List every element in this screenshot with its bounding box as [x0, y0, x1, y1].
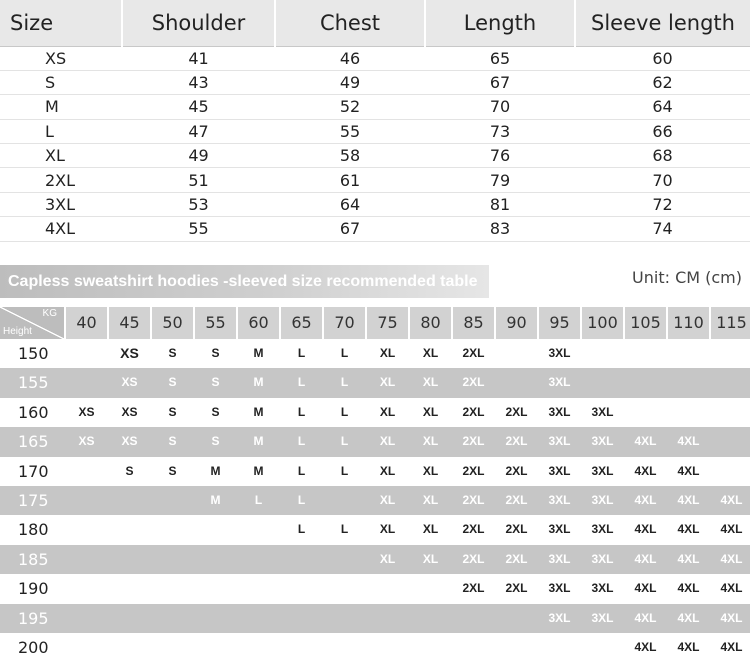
recommended-size-cell: 3XL [548, 551, 571, 566]
height-row [0, 486, 750, 515]
weight-header-cell: 85 [453, 307, 494, 339]
recommended-size-cell: 2XL [505, 551, 528, 566]
recommended-size-cell: XL [422, 404, 439, 419]
height-row [0, 545, 750, 574]
recommended-size-cell: XS [78, 434, 95, 449]
weight-header-cell: 65 [281, 307, 322, 339]
weight-header-cell: 45 [109, 307, 150, 339]
recommended-size-cell: L [297, 375, 306, 390]
recommended-size-cell: 4XL [634, 581, 657, 596]
recommended-size-cell: M [253, 404, 264, 419]
measurement-cell: 47 [122, 119, 275, 143]
size-row [0, 168, 750, 192]
size-chart-table [0, 0, 750, 242]
size-row [0, 119, 750, 143]
recommended-size-cell: 3XL [591, 581, 614, 596]
recommended-size-cell: L [340, 463, 349, 478]
recommended-size-cell: XS [120, 345, 139, 361]
recommended-size-cell: L [340, 346, 349, 360]
recommended-size-cell: 3XL [591, 434, 614, 449]
height-row [0, 339, 750, 368]
recommended-size-cell: XL [379, 375, 396, 390]
recommended-size-cell: S [168, 375, 177, 390]
weight-header-cell: 90 [496, 307, 537, 339]
header-shoulder: Shoulder [122, 0, 275, 46]
recommended-size-cell: 4XL [634, 639, 657, 654]
recommended-size-cell: XL [379, 551, 396, 566]
height-row [0, 574, 750, 603]
height-label-cell: 200 [18, 637, 49, 657]
recommended-size-cell: 3XL [591, 610, 614, 625]
height-row [0, 604, 750, 633]
weight-header-cell: 60 [238, 307, 279, 339]
recommended-size-cell: 2XL [462, 551, 485, 566]
recommended-size-cell: 4XL [677, 522, 700, 537]
measurement-cell: 72 [575, 192, 750, 216]
recommend-table-title: Capless sweatshirt hoodies -sleeved size recommended table [0, 265, 489, 298]
measurement-cell: 70 [425, 95, 575, 119]
recommended-size-cell: 4XL [720, 492, 743, 507]
recommended-size-cell: L [340, 375, 349, 390]
recommended-size-cell: 4XL [677, 610, 700, 625]
recommended-size-cell: 4XL [634, 551, 657, 566]
measurement-cell: 60 [575, 46, 750, 70]
recommended-size-cell: XL [379, 346, 396, 360]
size-label-cell: XS [0, 46, 122, 70]
height-label-cell: 165 [18, 432, 49, 452]
height-label-cell: 160 [18, 402, 49, 422]
recommended-size-cell: 3XL [548, 404, 571, 419]
recommended-size-cell: 3XL [548, 434, 571, 449]
measurement-cell: 49 [275, 70, 425, 94]
measurement-cell: 62 [575, 70, 750, 94]
corner-cell [0, 307, 64, 339]
recommended-size-cell: XL [422, 463, 439, 478]
height-row [0, 398, 750, 427]
recommended-size-cell: 2XL [462, 434, 485, 449]
weight-header-cell: 70 [324, 307, 365, 339]
recommended-size-cell: XL [422, 522, 439, 537]
header-sleeve-length: Sleeve length [575, 0, 750, 46]
recommended-size-cell: L [340, 404, 349, 419]
weight-header-cell: 115 [711, 307, 750, 339]
size-row [0, 95, 750, 119]
recommended-size-cell: 3XL [548, 463, 571, 478]
recommended-size-cell: M [210, 463, 221, 478]
recommended-size-cell: 4XL [634, 463, 657, 478]
recommended-size-cell: 4XL [634, 522, 657, 537]
measurement-cell: 64 [275, 192, 425, 216]
size-row [0, 144, 750, 168]
measurement-cell: 61 [275, 168, 425, 192]
recommended-size-cell: 2XL [505, 434, 528, 449]
measurement-cell: 52 [275, 95, 425, 119]
weight-header-cell: 100 [582, 307, 623, 339]
recommended-size-cell: L [297, 346, 306, 360]
recommended-size-cell: XS [121, 375, 138, 390]
recommended-size-cell: S [211, 434, 220, 449]
height-row [0, 427, 750, 456]
recommended-size-cell: 4XL [634, 434, 657, 449]
recommended-size-cell: XS [121, 404, 138, 419]
recommended-size-cell: 3XL [548, 522, 571, 537]
height-label-cell: 195 [18, 608, 49, 628]
recommended-size-cell: XL [379, 522, 396, 537]
size-label-cell: L [0, 119, 122, 143]
recommended-size-cell: XL [422, 492, 439, 507]
measurement-cell: 79 [425, 168, 575, 192]
weight-header-cell: 50 [152, 307, 193, 339]
recommended-size-cell: XS [121, 434, 138, 449]
recommended-size-cell: 4XL [677, 551, 700, 566]
size-row [0, 217, 750, 241]
recommended-size-cell: 2XL [462, 522, 485, 537]
weight-header-cell: 105 [625, 307, 666, 339]
header-length: Length [425, 0, 575, 46]
recommended-size-cell: XL [422, 434, 439, 449]
recommended-size-cell: M [253, 375, 264, 390]
recommended-size-cell: M [253, 434, 264, 449]
size-row [0, 70, 750, 94]
recommended-size-cell: M [253, 346, 264, 360]
recommended-size-cell: L [254, 492, 263, 507]
size-label-cell: 3XL [0, 192, 122, 216]
recommended-size-cell: 3XL [591, 463, 614, 478]
recommended-size-cell: S [168, 404, 177, 419]
measurement-cell: 68 [575, 144, 750, 168]
recommended-size-cell: 2XL [505, 404, 528, 419]
measurement-cell: 45 [122, 95, 275, 119]
weight-header-cell: 75 [367, 307, 408, 339]
recommended-size-cell: 3XL [591, 551, 614, 566]
recommended-size-cell: 4XL [720, 551, 743, 566]
recommended-size-cell: 3XL [548, 346, 571, 360]
measurement-cell: 81 [425, 192, 575, 216]
size-label-cell: 4XL [0, 217, 122, 241]
recommended-size-cell: 4XL [634, 610, 657, 625]
measurement-cell: 55 [275, 119, 425, 143]
recommended-size-cell: L [297, 463, 306, 478]
measurement-cell: 49 [122, 144, 275, 168]
recommended-size-cell: XL [422, 375, 439, 390]
recommended-size-cell: L [297, 522, 306, 537]
recommended-size-cell: 4XL [720, 522, 743, 537]
measurement-cell: 55 [122, 217, 275, 241]
measurement-cell: 76 [425, 144, 575, 168]
unit-label: Unit: CM (cm) [632, 268, 742, 287]
recommended-size-cell: 4XL [677, 463, 700, 478]
recommended-size-cell: 4XL [720, 610, 743, 625]
weight-header-cell: 40 [66, 307, 107, 339]
measurement-cell: 83 [425, 217, 575, 241]
recommended-size-cell: XL [379, 463, 396, 478]
height-row [0, 457, 750, 486]
recommended-size-cell: 2XL [505, 522, 528, 537]
weight-header-cell: 95 [539, 307, 580, 339]
recommended-size-cell: 3XL [591, 404, 614, 419]
size-label-cell: M [0, 95, 122, 119]
recommended-size-cell: XL [422, 346, 439, 360]
measurement-cell: 74 [575, 217, 750, 241]
height-label-cell: 180 [18, 520, 49, 540]
size-row [0, 192, 750, 216]
size-row [0, 46, 750, 70]
height-label-cell: 150 [18, 344, 49, 363]
weight-header-row [0, 307, 750, 339]
recommended-size-cell: 4XL [720, 581, 743, 596]
recommended-size-cell: XL [422, 551, 439, 566]
measurement-cell: 51 [122, 168, 275, 192]
recommended-size-cell: 2XL [462, 581, 485, 596]
recommended-size-cell: L [340, 522, 349, 537]
recommended-size-cell: S [211, 375, 220, 390]
recommended-size-cell: XL [379, 404, 396, 419]
measurement-cell: 64 [575, 95, 750, 119]
recommended-size-cell: S [125, 463, 134, 478]
measurement-cell: 67 [425, 70, 575, 94]
recommended-size-cell: 4XL [677, 581, 700, 596]
measurement-cell: 66 [575, 119, 750, 143]
height-row [0, 633, 750, 660]
measurement-cell: 43 [122, 70, 275, 94]
recommend-table [0, 307, 750, 660]
recommended-size-cell: 3XL [548, 375, 571, 390]
height-label-cell: 175 [18, 490, 49, 510]
measurement-cell: 65 [425, 46, 575, 70]
recommended-size-cell: 3XL [548, 492, 571, 507]
recommended-size-cell: S [211, 404, 220, 419]
recommended-size-cell: S [168, 434, 177, 449]
recommended-size-cell: XS [78, 404, 95, 419]
height-label-cell: 190 [18, 579, 49, 599]
recommended-size-cell: 3XL [548, 610, 571, 625]
recommended-size-cell: 2XL [505, 492, 528, 507]
weight-header-cell: 110 [668, 307, 709, 339]
recommended-size-cell: S [168, 463, 177, 478]
measurement-cell: 53 [122, 192, 275, 216]
recommended-size-cell: 4XL [677, 434, 700, 449]
recommended-size-cell: S [168, 346, 177, 360]
corner-kg-label: KG [42, 308, 57, 319]
recommended-size-cell: XL [379, 492, 396, 507]
recommended-size-cell: M [210, 492, 221, 507]
recommended-size-cell: S [211, 346, 220, 360]
recommended-size-cell: M [253, 463, 264, 478]
recommended-size-cell: L [297, 434, 306, 449]
recommended-size-cell: L [297, 404, 306, 419]
measurement-cell: 46 [275, 46, 425, 70]
measurement-cell: 41 [122, 46, 275, 70]
measurement-cell: 67 [275, 217, 425, 241]
measurement-cell: 58 [275, 144, 425, 168]
measurement-cell: 73 [425, 119, 575, 143]
recommended-size-cell: L [297, 492, 306, 507]
height-label-cell: 170 [18, 461, 49, 481]
measurement-cell: 70 [575, 168, 750, 192]
height-label-cell: 155 [18, 373, 49, 393]
size-label-cell: XL [0, 144, 122, 168]
height-row [0, 368, 750, 397]
recommended-size-cell: 2XL [462, 404, 485, 419]
recommended-size-cell: XL [379, 434, 396, 449]
height-label-cell: 185 [18, 549, 49, 569]
recommended-size-cell: L [340, 434, 349, 449]
recommended-size-cell: 3XL [591, 492, 614, 507]
recommended-size-cell: 2XL [462, 375, 485, 390]
weight-header-cell: 80 [410, 307, 451, 339]
recommended-size-cell: 2XL [505, 581, 528, 596]
header-chest: Chest [275, 0, 425, 46]
recommended-size-cell: 4XL [677, 492, 700, 507]
recommended-size-cell: 4XL [677, 639, 700, 654]
recommended-size-cell: 2XL [505, 463, 528, 478]
recommended-size-cell: 4XL [720, 639, 743, 654]
size-label-cell: S [0, 70, 122, 94]
recommended-size-cell: 3XL [548, 581, 571, 596]
corner-height-label: Height [3, 326, 32, 337]
recommended-size-cell: 2XL [462, 346, 485, 360]
recommended-size-cell: 2XL [462, 492, 485, 507]
size-chart-header-row [0, 0, 750, 46]
recommended-size-cell: 3XL [591, 522, 614, 537]
weight-header-cell: 55 [195, 307, 236, 339]
recommended-size-cell: 2XL [462, 463, 485, 478]
recommended-size-cell: 4XL [634, 492, 657, 507]
size-label-cell: 2XL [0, 168, 122, 192]
header-size: Size [0, 0, 122, 46]
height-row [0, 515, 750, 544]
